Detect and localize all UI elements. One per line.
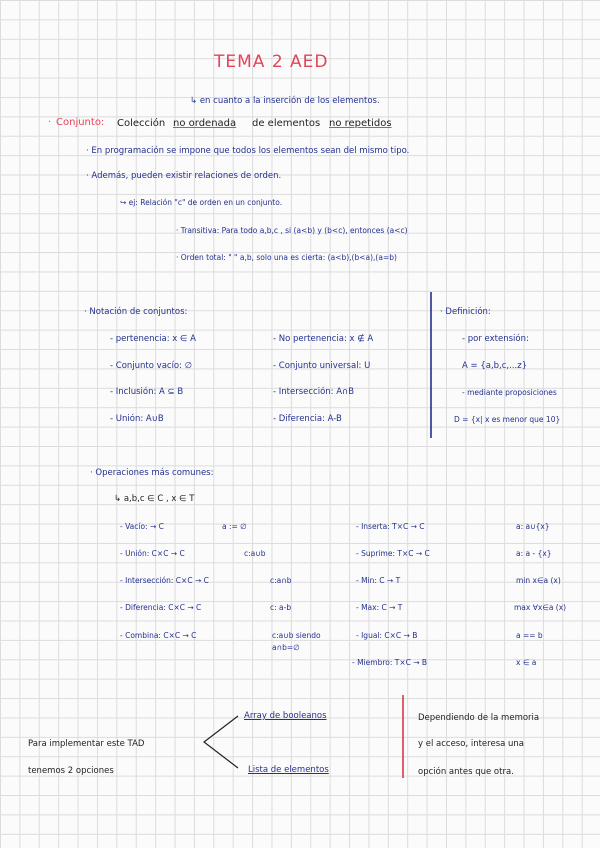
op-suprime: - Suprime: T×C → C (356, 549, 430, 558)
insertion-note: ↳ en cuanto a la inserción de los elementos. (190, 96, 380, 106)
op-diferencia: - Diferencia: C×C → C (120, 603, 202, 612)
op-combina-result: c:a∪b siendo a∩b=∅ (272, 631, 321, 652)
definicion-proposiciones: - mediante proposiciones (462, 388, 557, 397)
op-miembro-result: x ∈ a (516, 658, 537, 667)
implementacion-texto-1: Para implementar este TAD (28, 739, 145, 749)
implementacion-nota-1: Dependiendo de la memoria (418, 713, 540, 723)
opciones-brace (204, 716, 238, 768)
conjunto-def-1: Colección (117, 118, 166, 129)
notacion-pertenencia: - pertenencia: x ∈ A (110, 334, 196, 344)
implementacion-nota-2: y el acceso, interesa una (418, 739, 525, 749)
definicion-extension: - por extensión: (462, 334, 529, 344)
conjunto-bullet: · (48, 117, 52, 128)
notacion-inclusion: - Inclusión: A ⊆ B (110, 387, 184, 397)
notacion-diferencia: - Diferencia: A-B (273, 414, 342, 424)
page-title: TEMA 2 AED (214, 52, 329, 72)
op-max-result: max ∀x∈a (x) (514, 603, 567, 612)
op-miembro: - Miembro: T×C → B (352, 658, 428, 667)
definicion-extension-valor: A = {a,b,c,...z} (462, 361, 528, 371)
op-union: - Unión: C×C → C (120, 549, 185, 558)
op-interseccion-result: c:a∩b (270, 576, 292, 585)
implementacion-nota-3: opción antes que otra. (418, 767, 514, 777)
implementacion-texto-2: tenemos 2 opciones (28, 766, 114, 776)
op-min: - Min: C → T (356, 576, 401, 585)
op-vacio: - Vacío: → C (120, 522, 164, 531)
conjunto-def-3: de elementos (252, 118, 321, 129)
op-union-result: c:a∪b (244, 549, 266, 558)
conjunto-relaciones: · Además, pueden existir relaciones de orden. (86, 171, 282, 181)
operaciones-dominio: ↳ a,b,c ∈ C , x ∈ T (114, 494, 195, 504)
propiedad-transitiva: · Transitiva: Para todo a,b,c , si (a<b) y (b<c), entonces (a<c) (176, 226, 408, 235)
conjunto-programacion: · En programación se impone que todos los elementos sean del mismo tipo. (86, 146, 410, 156)
operaciones-heading: · Operaciones más comunes: (90, 468, 214, 478)
op-inserta: - Inserta: T×C → C (356, 522, 425, 531)
notacion-heading: · Notación de conjuntos: (84, 307, 188, 317)
notacion-no-pertenencia: - No pertenencia: x ∉ A (273, 334, 374, 344)
conjunto-def-4: no repetidos (329, 118, 392, 129)
op-vacio-result: a := ∅ (222, 522, 247, 531)
op-igual-result: a == b (516, 631, 543, 640)
opcion-array-booleanos: Array de booleanos (244, 711, 327, 721)
conjunto-def-2: no ordenada (173, 118, 237, 129)
opcion-lista-elementos: Lista de elementos (248, 765, 329, 775)
op-igual: - Igual: C×C → B (356, 631, 418, 640)
notacion-universal: - Conjunto universal: U (273, 361, 371, 371)
notacion-interseccion: - Intersección: A∩B (273, 387, 355, 397)
conjunto-label: Conjunto: (56, 117, 105, 128)
op-max: - Max: C → T (356, 603, 403, 612)
definicion-proposiciones-valor: D = {x| x es menor que 10} (454, 415, 561, 424)
notacion-union: - Unión: A∪B (110, 414, 164, 424)
conjunto-ejemplo: ↪ ej: Relación "c" de orden en un conjunto. (120, 198, 283, 207)
op-combina: - Combina: C×C → C (120, 631, 197, 640)
op-suprime-result: a: a - {x} (516, 549, 552, 558)
propiedad-orden-total: · Orden total: " " a,b, solo una es cierta: (a<b),(b<a),(a=b) (176, 253, 397, 262)
definicion-heading: · Definición: (440, 307, 491, 317)
op-inserta-result: a: a∪{x} (516, 522, 550, 531)
op-min-result: min x∈a (x) (516, 576, 561, 585)
op-interseccion: - Intersección: C×C → C (120, 576, 209, 585)
op-diferencia-result: c: a-b (270, 603, 292, 612)
notacion-vacio: - Conjunto vacío: ∅ (110, 361, 193, 371)
